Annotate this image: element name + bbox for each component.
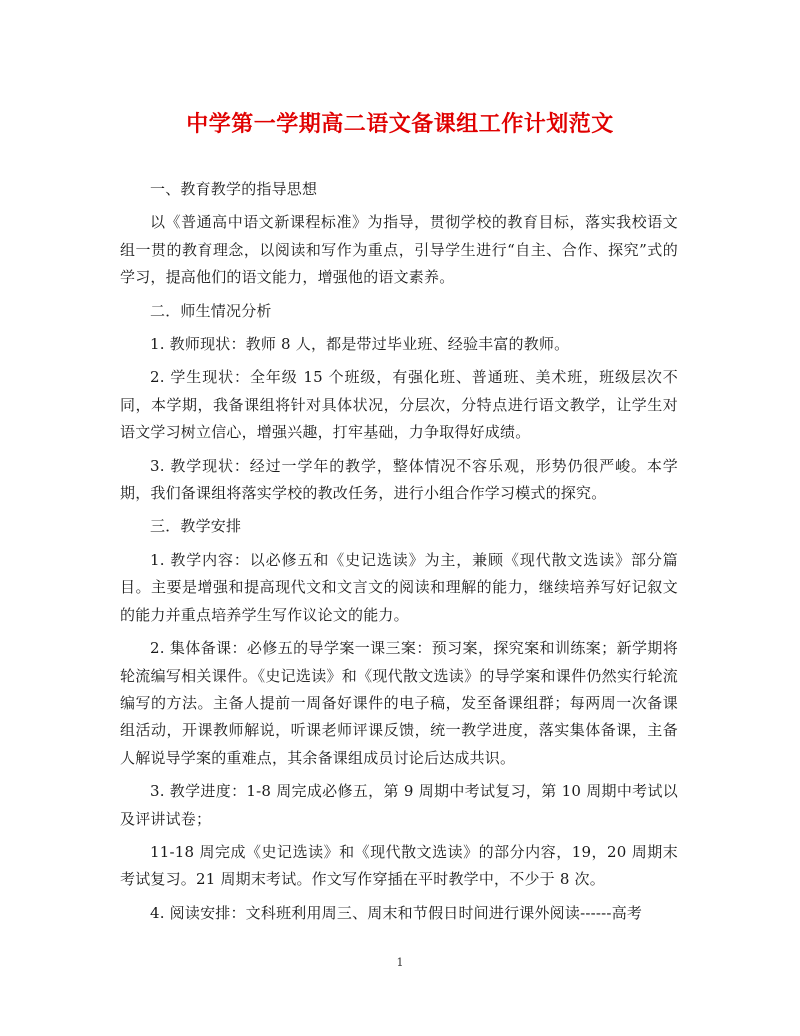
page-number: 1	[396, 956, 404, 969]
paragraph: 以《普通高中语文新课程标准》为指导，贯彻学校的教育目标，落实我校语文组一贯的教育理念，以阅读和写作为重点，引导学生进行“自主、合作、探究”式的学习，提高他们的语文能力，增强他的语文素养。	[120, 213, 678, 287]
section-heading: 二．师生情况分析	[150, 301, 272, 320]
paragraph: 1. 教师现状：教师 8 人，都是带过毕业班、经验丰富的教师。	[150, 335, 570, 354]
paragraph: 11-18 周完成《史记选读》和《现代散文选读》的部分内容，19，20 周期末考试复习。21 周期末考试。作文写作穿插在平时教学中，不少于 8 次。	[120, 842, 678, 889]
section-heading: 一、教育教学的指导思想	[150, 180, 318, 198]
paragraph: 3. 教学进度：1-8 周完成必修五，第 9 周期中考试复习，第 10 周期中考试以及评讲试卷；	[120, 782, 678, 828]
document-title: 中学第一学期高二语文备课组工作计划范文	[186, 111, 614, 137]
paragraph: 1. 教学内容：以必修五和《史记选读》为主，兼顾《现代散文选读》部分篇目。主要是增强和提高现代文和文言文的阅读和理解的能力，继续培养写好记叙文的能力并重点培养学生写作议论文的能力。	[120, 550, 678, 624]
paragraph: 4. 阅读安排：文科班利用周三、周末和节假日时间进行课外阅读------高考	[150, 903, 643, 922]
section-heading: 三．教学安排	[150, 517, 242, 536]
paragraph: 3. 教学现状：经过一学年的教学，整体情况不容乐观，形势仍很严峻。本学期，我们备课组将落实学校的教改任务，进行小组合作学习模式的探究。	[120, 456, 678, 503]
paragraph: 2. 集体备课：必修五的导学案一课三案：预习案，探究案和训练案；新学期将轮流编写相关课件。《史记选读》和《现代散文选读》的导学案和课件仍然实行轮流编写的方法。主备人提前一周备好课件的电子稿，发至备课组群；每两周一次备课组活动，开课教师解说，听课老师评课反馈，统一教学进度，落实集体备课，主备人解说导学案的重难点，其余备课组成员讨论后达成共识。	[120, 639, 678, 767]
paragraph: 2. 学生现状：全年级 15 个班级，有强化班、普通班、美术班，班级层次不同，本学期，我备课组将针对具体状况，分层次，分特点进行语文教学，让学生对语文学习树立信心，增强兴趣，打牢基础，力争取得好成绩。	[120, 368, 678, 442]
document-body	[120, 176, 678, 933]
